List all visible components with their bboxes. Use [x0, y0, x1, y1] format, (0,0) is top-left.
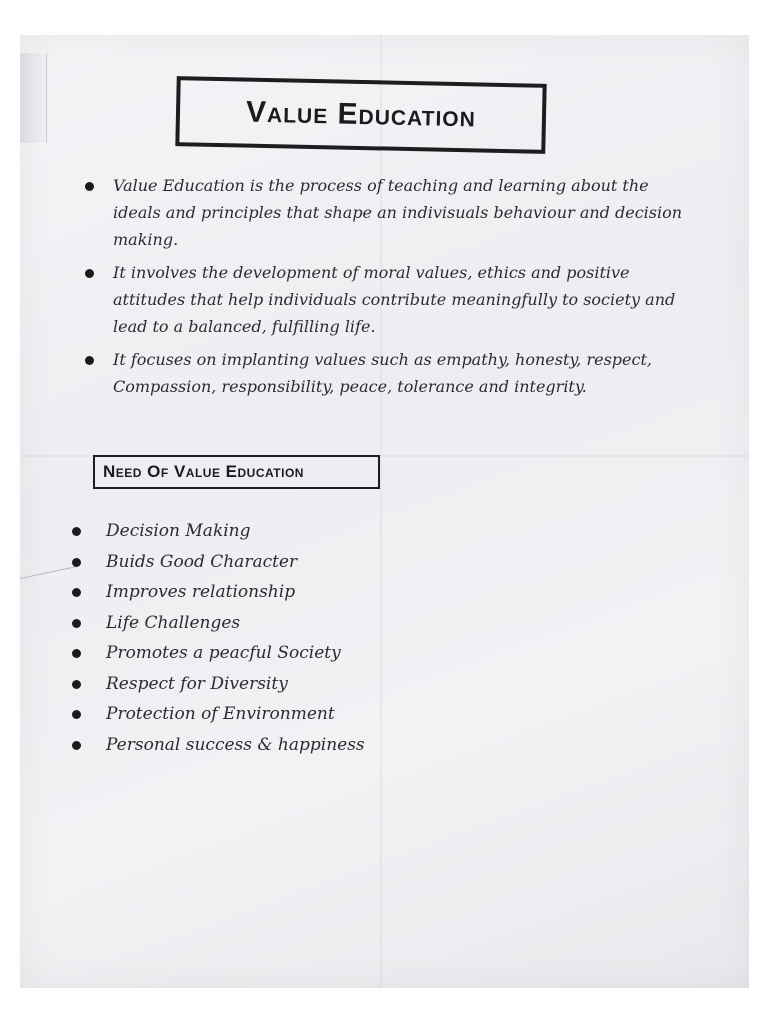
need-item	[72, 699, 365, 730]
need-list	[72, 516, 365, 760]
bullet-icon	[72, 619, 81, 628]
bullet-icon	[72, 527, 81, 536]
intro-list	[85, 172, 685, 406]
need-item	[72, 516, 365, 547]
need-item	[72, 608, 365, 639]
need-item-text: Decision Making	[106, 521, 251, 541]
bullet-icon	[72, 558, 81, 567]
intro-point-text: It focuses on implanting values such as empathy, honesty, respect, Compassion, responsibility, peace, tolerance and integrity.	[113, 350, 652, 396]
need-item-text: Promotes a peacful Society	[106, 643, 341, 663]
need-item	[72, 547, 365, 578]
intro-point-text: Value Education is the process of teaching and learning about the ideals and principles that shape an indivisuals behaviour and decision making.	[113, 176, 683, 249]
intro-point	[85, 346, 685, 400]
bullet-icon	[85, 269, 94, 278]
bullet-icon	[72, 588, 81, 597]
need-heading-box	[93, 455, 380, 489]
need-item-text: Buids Good Character	[106, 551, 298, 572]
need-item-text: Improves relationship	[106, 582, 296, 602]
bullet-icon	[72, 710, 81, 719]
need-item-text: Protection of Environment	[106, 704, 335, 724]
bullet-icon	[72, 741, 81, 750]
intro-point-text: It involves the development of moral values, ethics and positive attitudes that help individuals contribute meaningfully to society and lead to a balanced, fulfilling life.	[113, 263, 676, 336]
need-item	[72, 577, 365, 608]
bullet-icon	[72, 680, 81, 689]
need-item-text: Personal success & happiness	[106, 734, 365, 755]
folded-corner	[20, 53, 47, 143]
need-item	[72, 669, 365, 700]
bullet-icon	[85, 356, 94, 365]
need-item	[72, 730, 365, 761]
need-item-text: Respect for Diversity	[106, 673, 288, 694]
intro-point	[85, 259, 685, 340]
bullet-icon	[85, 182, 94, 191]
title-box	[175, 76, 546, 154]
intro-point	[85, 172, 685, 253]
bullet-icon	[72, 649, 81, 658]
need-heading: Need Of Value Education	[103, 462, 304, 481]
need-item	[72, 638, 365, 669]
need-item-text: Life Challenges	[106, 612, 241, 633]
page-title: Value Education	[245, 95, 477, 134]
